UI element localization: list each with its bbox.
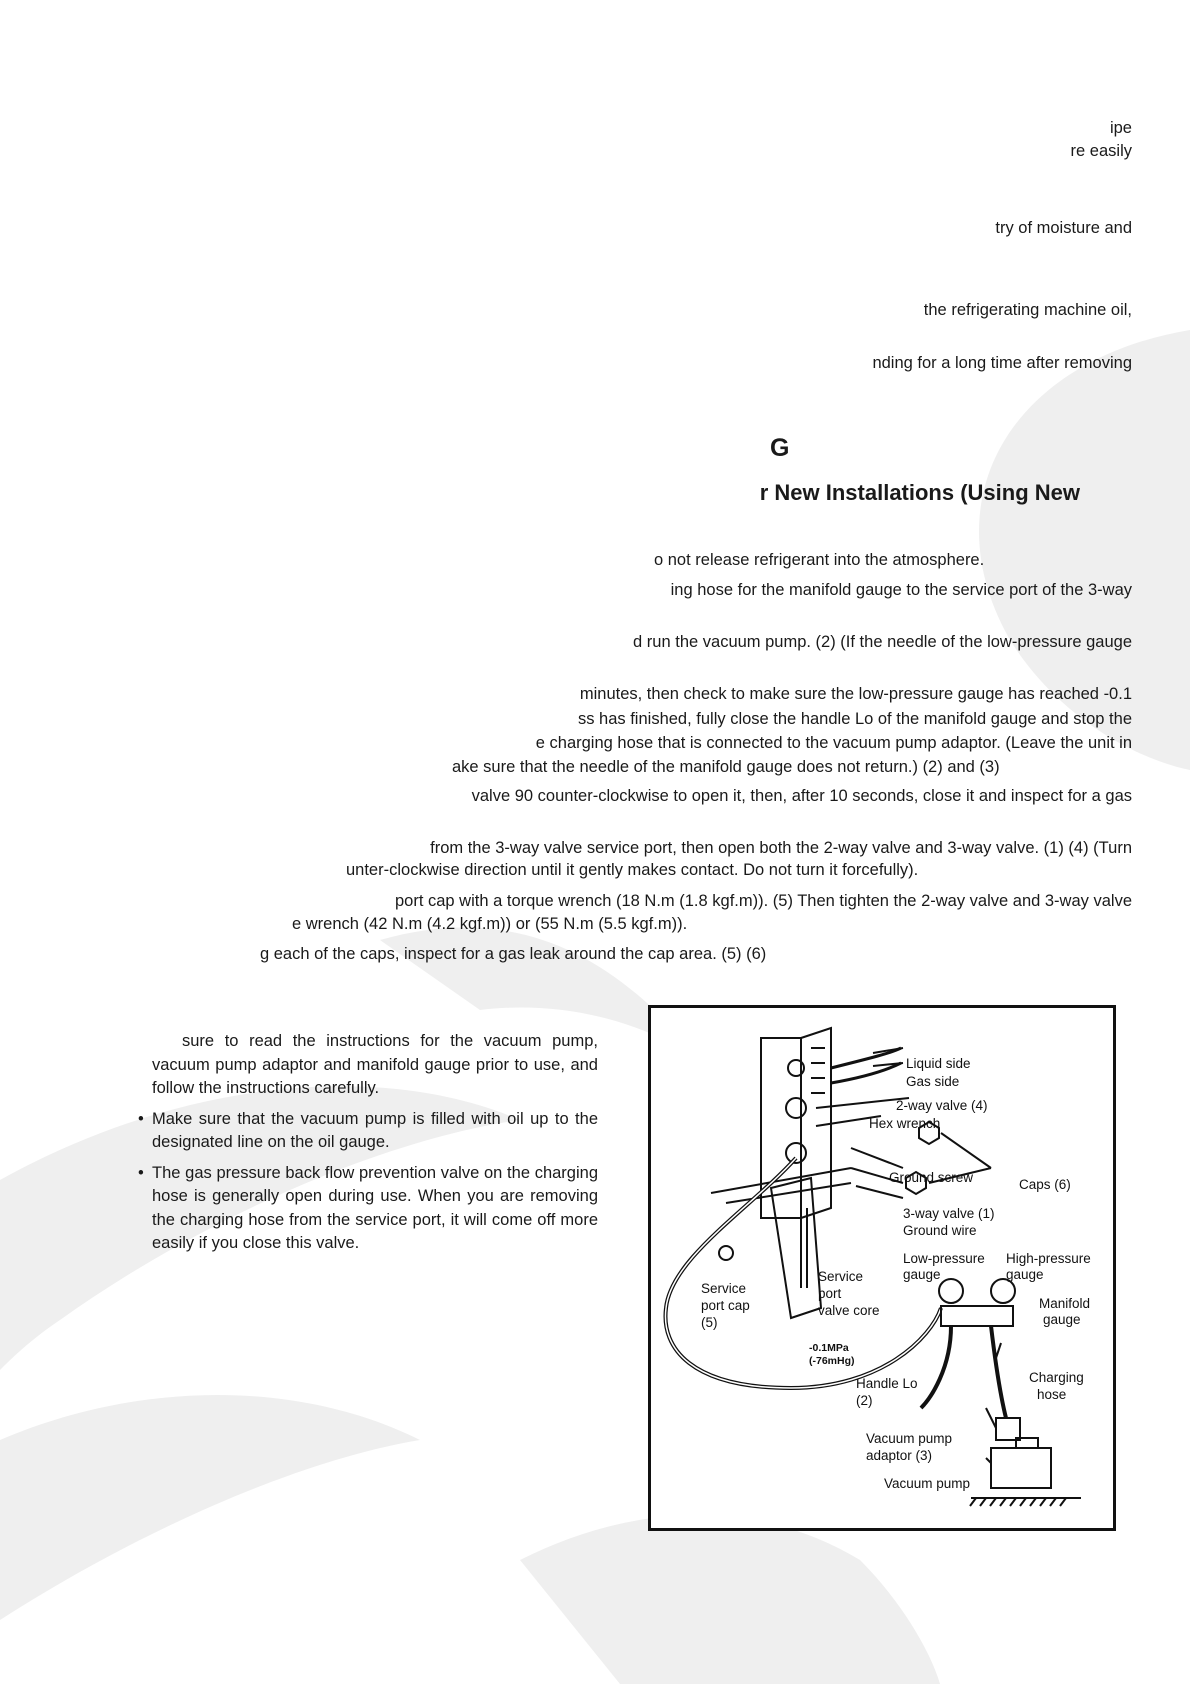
note-first: sure to read the instructions for the vacuum pump, vacuum pump adaptor and manifold gauge prior to use, and follow the instructions carefully. bbox=[152, 1032, 598, 1097]
manifold-body bbox=[941, 1306, 1013, 1326]
label-low-pressure-1: Low-pressure bbox=[903, 1251, 985, 1266]
top-line-1: ipe bbox=[1109, 119, 1132, 137]
label-vacuum-pump-adaptor-2: adaptor (3) bbox=[866, 1448, 933, 1463]
label-pressure-1: -0.1MPa bbox=[809, 1342, 849, 1354]
mounting-bracket bbox=[771, 1178, 821, 1318]
low-pressure-gauge-dial bbox=[939, 1279, 963, 1303]
procedure-line-1: o not release refrigerant into the atmosphere. bbox=[654, 551, 985, 569]
label-service-port-cap-1: Service bbox=[701, 1281, 747, 1296]
note-bullet-text: The gas pressure back flow prevention valve on the charging hose is generally open during use. When you are removing the charging hose from the service port, it will come off more easily if you close this valve. bbox=[152, 1163, 598, 1252]
label-gas-side: Gas side bbox=[906, 1074, 960, 1089]
note-bullet-2 bbox=[138, 1162, 598, 1256]
top-line-3: try of moisture and bbox=[995, 219, 1132, 237]
procedure-line-4: minutes, then check to make sure the low-pressure gauge has reached -0.1 bbox=[579, 685, 1132, 703]
two-way-valve-shape bbox=[786, 1098, 806, 1118]
label-service-port-cap-3: (5) bbox=[701, 1315, 718, 1330]
procedure-line-12: e wrench (42 N.m (4.2 kgf.m)) or (55 N.m (5.5 kgf.m)). bbox=[292, 915, 688, 933]
procedure-line-10: unter-clockwise direction until it gently makes contact. Do not turn it forcefully). bbox=[346, 861, 919, 879]
label-ground-wire: Ground wire bbox=[903, 1223, 977, 1238]
procedure-line-11: port cap with a torque wrench (18 N.m (1.8 kgf.m)). (5) Then tighten the 2-way valve and 3-way valve bbox=[394, 892, 1132, 910]
section-heading-letter: G bbox=[770, 434, 790, 462]
label-vacuum-pump: Vacuum pump bbox=[884, 1476, 971, 1491]
procedure-line-9: from the 3-way valve service port, then open both the 2-way valve and 3-way valve. (1) (4) (Turn bbox=[430, 839, 1132, 857]
vacuum-pump-shape bbox=[991, 1448, 1051, 1488]
top-line-5: nding for a long time after removing bbox=[872, 354, 1132, 372]
bullet-dot: • bbox=[138, 1109, 144, 1128]
label-service-port-core-1: Service bbox=[818, 1269, 864, 1284]
label-hex-wrench: Hex wrench bbox=[869, 1116, 941, 1131]
procedure-line-5: ss has finished, fully close the handle Lo of the manifold gauge and stop the bbox=[577, 710, 1132, 728]
label-manifold-gauge-2: gauge bbox=[1043, 1312, 1081, 1327]
service-port-cap-shape bbox=[719, 1246, 733, 1260]
label-liquid-side: Liquid side bbox=[906, 1056, 971, 1071]
label-high-pressure-2: gauge bbox=[1006, 1267, 1044, 1282]
procedure-line-7: ake sure that the needle of the manifold gauge does not return.) (2) and (3) bbox=[452, 758, 1000, 776]
label-high-pressure-1: High-pressure bbox=[1006, 1251, 1091, 1266]
vacuum-pump-diagram bbox=[648, 1005, 1116, 1531]
label-caps: Caps (6) bbox=[1019, 1177, 1071, 1192]
label-pressure-2: (-76mHg) bbox=[809, 1355, 855, 1367]
procedure-line-2: ing hose for the manifold gauge to the service port of the 3-way bbox=[670, 581, 1132, 599]
label-handle-lo-1: Handle Lo bbox=[856, 1376, 918, 1391]
top-line-2: re easily bbox=[1070, 142, 1132, 160]
label-low-pressure-2: gauge bbox=[903, 1267, 941, 1282]
procedure-line-6: e charging hose that is connected to the vacuum pump adaptor. (Leave the unit in bbox=[535, 734, 1132, 752]
charging-hose-loop bbox=[665, 1158, 941, 1388]
label-two-way-valve: 2-way valve (4) bbox=[896, 1098, 988, 1113]
label-service-port-core-2: port bbox=[818, 1286, 842, 1301]
notes-block bbox=[138, 1030, 598, 1263]
label-vacuum-pump-adaptor-1: Vacuum pump bbox=[866, 1431, 953, 1446]
note-bullet-text: Make sure that the vacuum pump is filled with oil up to the designated line on the oil gauge. bbox=[152, 1109, 598, 1151]
label-manifold-gauge-1: Manifold bbox=[1039, 1296, 1091, 1311]
procedure-line-3: d run the vacuum pump. (2) (If the needle of the low-pressure gauge bbox=[633, 633, 1132, 651]
label-three-way-valve: 3-way valve (1) bbox=[903, 1206, 995, 1221]
label-charging-hose-2: hose bbox=[1037, 1387, 1067, 1402]
bullet-dot: • bbox=[138, 1163, 144, 1182]
note-bullet-1 bbox=[138, 1108, 598, 1155]
top-line-4: the refrigerating machine oil, bbox=[923, 301, 1132, 319]
label-charging-hose-1: Charging bbox=[1029, 1370, 1084, 1385]
label-service-port-cap-2: port cap bbox=[701, 1298, 750, 1313]
label-service-port-core-3: valve core bbox=[818, 1303, 880, 1318]
procedure-line-13: g each of the caps, inspect for a gas leak around the cap area. (5) (6) bbox=[260, 945, 767, 963]
high-pressure-gauge-dial bbox=[991, 1279, 1015, 1303]
diagram-illustration bbox=[651, 1008, 1113, 1528]
label-handle-lo-2: (2) bbox=[856, 1393, 873, 1408]
procedure-line-8: valve 90 counter-clockwise to open it, then, after 10 seconds, close it and inspect for a gas bbox=[471, 787, 1132, 805]
section-heading-title: r New Installations (Using New bbox=[759, 480, 1080, 505]
vacuum-pump-adaptor-shape bbox=[996, 1418, 1020, 1440]
label-ground-screw: Ground screw bbox=[889, 1170, 974, 1185]
